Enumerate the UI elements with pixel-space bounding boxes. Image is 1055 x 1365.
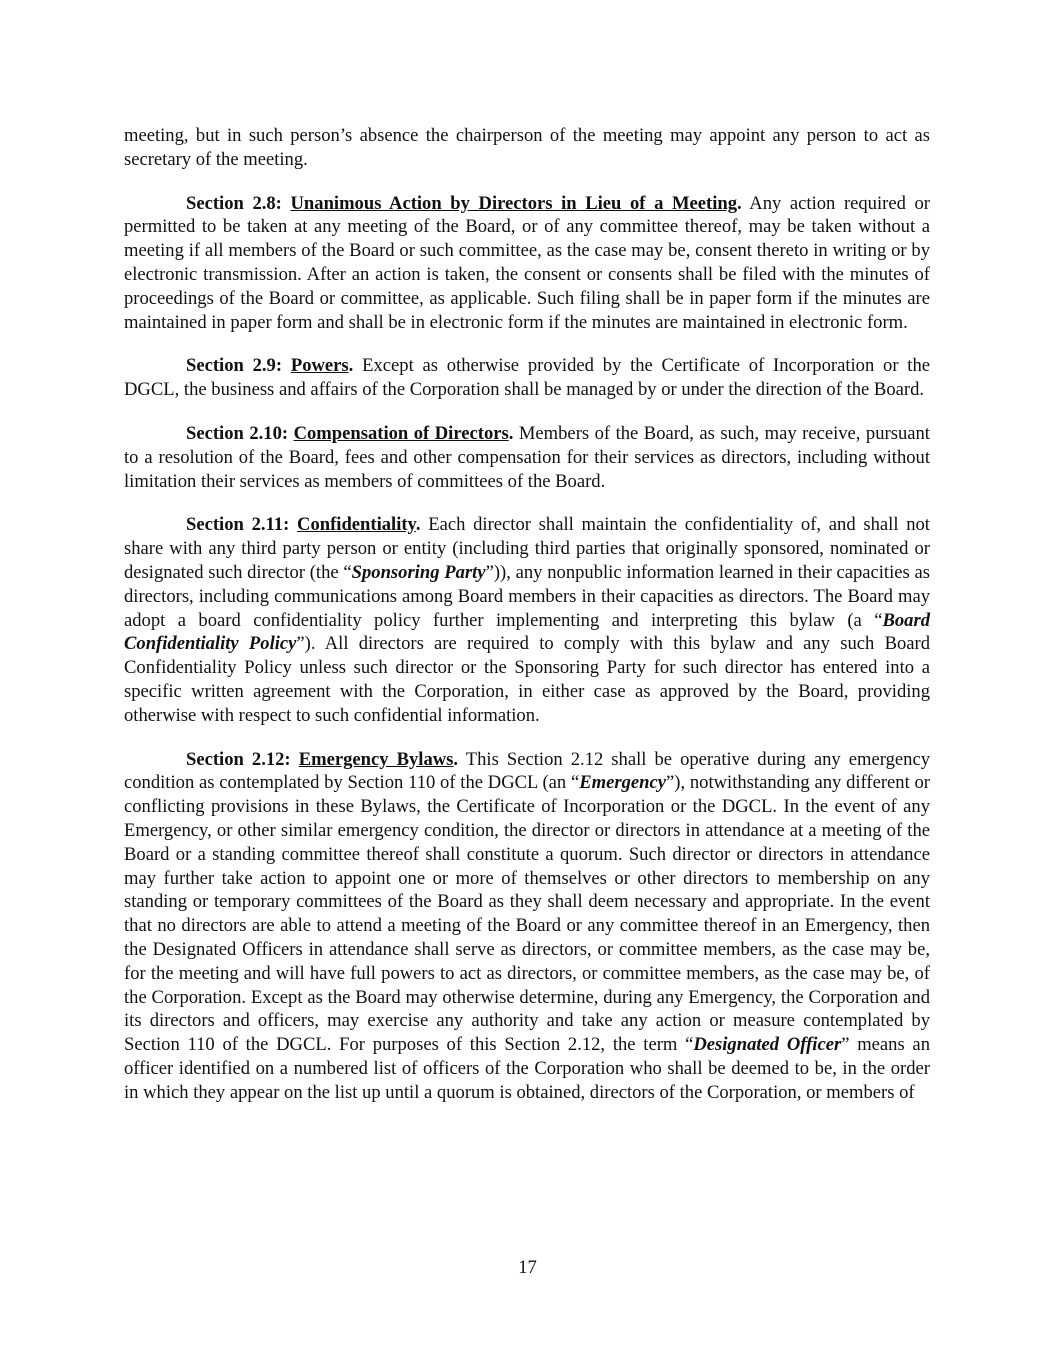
continuation-text: meeting, but in such person’s absence the chairperson of the meeting may appoint any person to act as secretary of the meeting. (124, 125, 930, 170)
defined-term: Board Confidentiality Policy (124, 609, 930, 655)
page-number: 17 (518, 1257, 537, 1278)
section-number: Section 2.11: (186, 514, 290, 536)
section-2-11: Section 2.11: Confidentiality. Each director shall maintain the confidentiality of, and shall not share with any third party person or entity (including third parties that originally sponsored, nominated or designated such director (the “Sponsoring Party”)), any nonpublic information learned in their capacities as directors, including communications among Board members in their capacities as directors. The Board may adopt a board confidentiality policy further implementing and interpreting this bylaw (a “Board Confidentiality Policy”). All directors are required to comply with this bylaw and any such Board Confidentiality Policy unless such director or the Sponsoring Party for such director has entered into a specific written agreement with the Corporation, in either case as approved by the Board, providing otherwise with respect to such confidential information. (124, 514, 931, 726)
section-2-9: Section 2.9: Powers. Except as otherwise provided by the Certificate of Incorporation or the DGCL, the business and affairs of the Corporation shall be managed by or under the direction of the Board. (124, 355, 930, 401)
defined-term: Designated Officer (693, 1034, 842, 1056)
section-number: Section 2.9: (186, 355, 283, 377)
section-body: ”)), any nonpublic information learned in their capacities as directors, including communications among Board members in their capacities as directors. The Board may adopt a board confidentiality policy further implementing and interpreting this bylaw (a “ (124, 561, 931, 631)
section-title: Confidentiality (297, 514, 416, 536)
defined-term: Sponsoring Party (351, 561, 486, 583)
section-body: ”), notwithstanding any different or conflicting provisions in these Bylaws, the Certificate of Incorporation or the DGCL. In the event of any Emergency, or other similar emergency condition, the director or directors in attendance at a meeting of the Board or a standing committee thereof shall constitute a quorum. Such director or directors in attendance may further take action to appoint one or more of themselves or other directors to membership on any standing or temporary committees of the Board as they shall deem necessary and appropriate. In the event that no directors are able to attend a meeting of the Board or any committee thereof in an Emergency, then the Designated Officers in attendance shall serve as directors, or committee members, as the case may be, for the meeting and will have full powers to act as directors, or committee members, as the case may be, of the Corporation. Except as the Board may otherwise determine, during any Emergency, the Corporation and its directors and officers, may exercise any authority and take any action or measure contemplated by Section 110 of the DGCL. For purposes of this Section 2.12, the term “ (124, 772, 930, 1056)
section-title: Powers (290, 355, 349, 377)
section-body: Each director shall maintain the confidentiality of, and shall not share with any third party person or entity (including third parties that originally sponsored, nominated or designated such director (the “ (124, 514, 930, 583)
section-body: This Section 2.12 shall be operative during any emergency condition as contemplated by Section 110 of the DGCL (an “ (124, 748, 930, 794)
defined-term: Emergency (579, 772, 666, 794)
section-2-10: Section 2.10: Compensation of Directors. Members of the Board, as such, may receive, pursuant to a resolution of the Board, fees and other compensation for their services as directors, including without limitation their services as members of committees of the Board. (124, 422, 930, 492)
section-body: Members of the Board, as such, may receive, pursuant to a resolution of the Board, fees and other compensation for their services as directors, including without limitation their services as members of committees of the Board. (124, 422, 930, 492)
section-title: Compensation of Directors (293, 422, 509, 444)
section-body: Except as otherwise provided by the Certificate of Incorporation or the DGCL, the business and affairs of the Corporation shall be managed by or under the direction of the Board. (124, 355, 930, 401)
section-number: Section 2.10: (186, 422, 289, 444)
section-body: ” means an officer identified on a numbered list of officers of the Corporation who shall be deemed to be, in the order in which they appear on the list up until a quorum is obtained, directors of the Corporation, or members of (124, 1034, 930, 1103)
section-2-12: Section 2.12: Emergency Bylaws. This Section 2.12 shall be operative during any emergency condition as contemplated by Section 110 of the DGCL (an “Emergency”), notwithstanding any different or conflicting provisions in these Bylaws, the Certificate of Incorporation or the DGCL. In the event of any Emergency, or other similar emergency condition, the director or directors in attendance at a meeting of the Board or a standing committee thereof shall constitute a quorum. Such director or directors in attendance may further take action to appoint one or more of themselves or other directors to membership on any standing or temporary committees of the Board as they shall deem necessary and appropriate. In the event that no directors are able to attend a meeting of the Board or any committee thereof in an Emergency, then the Designated Officers in attendance shall serve as directors, or committee members, as the case may be, for the meeting and will have full powers to act as directors, or committee members, as the case may be, of the Corporation. Except as the Board may otherwise determine, during any Emergency, the Corporation and its directors and officers, may exercise any authority and take any action or measure contemplated by Section 110 of the DGCL. For purposes of this Section 2.12, the term “Designated Officer” means an officer identified on a numbered list of officers of the Corporation who shall be deemed to be, in the order in which they appear on the list up until a quorum is obtained, directors of the Corporation, or members of (124, 748, 930, 1103)
section-title: Unanimous Action by Directors in Lieu of a Meeting (290, 192, 738, 214)
document-page (124, 124, 930, 1124)
section-number: Section 2.8: (186, 192, 282, 214)
section-title: Emergency Bylaws (298, 748, 454, 770)
continuation-paragraph (124, 124, 930, 172)
section-number: Section 2.12: (186, 748, 291, 770)
section-body: Any action required or permitted to be taken at any meeting of the Board, or of any committee thereof, may be taken without a meeting if all members of the Board or such committee, as the case may be, consent thereto in writing or by electronic transmission. After an action is taken, the consent or consents shall be filed with the minutes of proceedings of the Board or committee, as applicable. Such filing shall be in paper form if the minutes are maintained in paper form and shall be in electronic form if the minutes are maintained in electronic form. (124, 192, 930, 333)
section-body: ”). All directors are required to comply with this bylaw and any such Board Confidentiality Policy unless such director or the Sponsoring Party for such director has entered into a specific written agreement with the Corporation, in either case as approved by the Board, providing otherwise with respect to such confidential information. (124, 633, 931, 726)
section-2-8: Section 2.8: Unanimous Action by Directors in Lieu of a Meeting. Any action required or permitted to be taken at any meeting of the Board, or of any committee thereof, may be taken without a meeting if all members of the Board or such committee, as the case may be, consent thereto in writing or by electronic transmission. After an action is taken, the consent or consents shall be filed with the minutes of proceedings of the Board or committee, as applicable. Such filing shall be in paper form if the minutes are maintained in paper form and shall be in electronic form if the minutes are maintained in electronic form. (124, 192, 930, 333)
